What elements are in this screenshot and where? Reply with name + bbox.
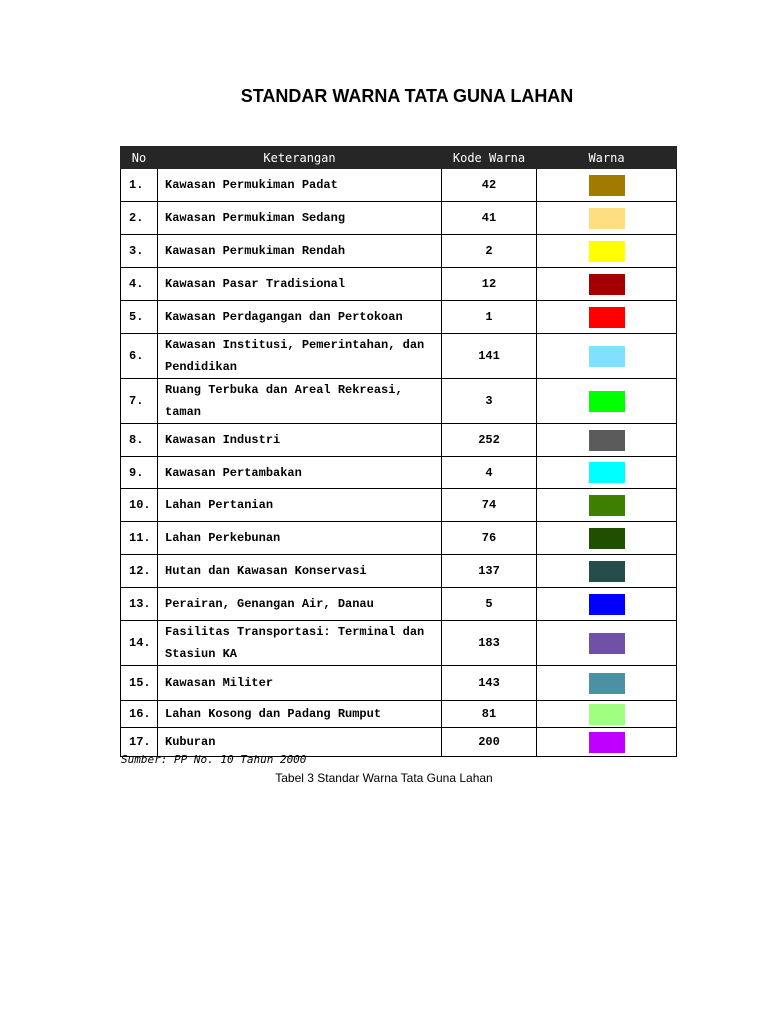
color-swatch xyxy=(589,175,625,196)
row-color-code: 12 xyxy=(442,268,537,301)
table-row xyxy=(121,169,677,202)
row-number: 11. xyxy=(121,522,158,555)
row-number: 5. xyxy=(121,301,158,334)
color-standard-table xyxy=(120,146,677,757)
row-description: Kawasan Permukiman Padat xyxy=(158,169,442,202)
row-color-code: 74 xyxy=(442,489,537,522)
table-row xyxy=(121,489,677,522)
row-color-code: 141 xyxy=(442,334,537,379)
row-description: Ruang Terbuka dan Areal Rekreasi, taman xyxy=(158,379,442,424)
row-description: Lahan Kosong dan Padang Rumput xyxy=(158,701,442,728)
table-row xyxy=(121,666,677,701)
row-description: Lahan Pertanian xyxy=(158,489,442,522)
color-swatch xyxy=(589,430,625,451)
header-warna: Warna xyxy=(537,147,677,169)
header-no: No xyxy=(121,147,158,169)
row-color-code: 137 xyxy=(442,555,537,588)
row-number: 2. xyxy=(121,202,158,235)
table-row xyxy=(121,424,677,457)
row-description: Kawasan Perdagangan dan Pertokoan xyxy=(158,301,442,334)
row-color-code: 183 xyxy=(442,621,537,666)
row-number: 4. xyxy=(121,268,158,301)
table-row xyxy=(121,334,677,379)
table-row xyxy=(121,555,677,588)
color-swatch xyxy=(589,208,625,229)
row-color-code: 81 xyxy=(442,701,537,728)
row-number: 17. xyxy=(121,728,158,757)
row-color-code: 1 xyxy=(442,301,537,334)
row-color-code: 4 xyxy=(442,457,537,489)
row-color-code: 5 xyxy=(442,588,537,621)
source-note: Sumber: PP No. 10 Tahun 2000 xyxy=(121,753,307,766)
row-color-code: 76 xyxy=(442,522,537,555)
row-number: 3. xyxy=(121,235,158,268)
row-number: 16. xyxy=(121,701,158,728)
color-swatch xyxy=(589,673,625,694)
row-description: Perairan, Genangan Air, Danau xyxy=(158,588,442,621)
row-description: Kuburan xyxy=(158,728,442,757)
row-description: Kawasan Industri xyxy=(158,424,442,457)
row-description: Kawasan Institusi, Pemerintahan, dan Pendidikan xyxy=(158,334,442,379)
table-row xyxy=(121,202,677,235)
row-number: 1. xyxy=(121,169,158,202)
row-color-code: 41 xyxy=(442,202,537,235)
row-color-code: 143 xyxy=(442,666,537,701)
table-row xyxy=(121,379,677,424)
color-swatch xyxy=(589,462,625,483)
row-number: 10. xyxy=(121,489,158,522)
row-color-code: 2 xyxy=(442,235,537,268)
row-number: 6. xyxy=(121,334,158,379)
row-description: Kawasan Pasar Tradisional xyxy=(158,268,442,301)
row-number: 14. xyxy=(121,621,158,666)
color-swatch xyxy=(589,346,625,367)
color-swatch xyxy=(589,241,625,262)
row-description: Kawasan Permukiman Rendah xyxy=(158,235,442,268)
row-description: Hutan dan Kawasan Konservasi xyxy=(158,555,442,588)
table-row xyxy=(121,301,677,334)
row-color-code: 3 xyxy=(442,379,537,424)
row-number: 15. xyxy=(121,666,158,701)
color-swatch xyxy=(589,391,625,412)
header-kode-warna: Kode Warna xyxy=(442,147,537,169)
color-swatch xyxy=(589,307,625,328)
row-number: 12. xyxy=(121,555,158,588)
table-row xyxy=(121,522,677,555)
color-swatch xyxy=(589,594,625,615)
color-swatch xyxy=(589,528,625,549)
table-row xyxy=(121,621,677,666)
table-row xyxy=(121,235,677,268)
color-swatch xyxy=(589,495,625,516)
color-swatch xyxy=(589,633,625,654)
row-description: Fasilitas Transportasi: Terminal dan Stasiun KA xyxy=(158,621,442,666)
row-color-code: 42 xyxy=(442,169,537,202)
color-swatch xyxy=(589,732,625,753)
row-number: 7. xyxy=(121,379,158,424)
table-row xyxy=(121,268,677,301)
page-title: STANDAR WARNA TATA GUNA LAHAN xyxy=(240,86,574,106)
table-row xyxy=(121,701,677,728)
row-description: Kawasan Militer xyxy=(158,666,442,701)
row-description: Kawasan Pertambakan xyxy=(158,457,442,489)
table-row xyxy=(121,457,677,489)
color-swatch xyxy=(589,704,625,725)
row-color-code: 200 xyxy=(442,728,537,757)
row-description: Kawasan Permukiman Sedang xyxy=(158,202,442,235)
table-caption: Tabel 3 Standar Warna Tata Guna Lahan xyxy=(275,771,493,785)
row-description: Lahan Perkebunan xyxy=(158,522,442,555)
table-row xyxy=(121,588,677,621)
header-keterangan: Keterangan xyxy=(158,147,442,169)
table-header-row xyxy=(121,147,677,169)
color-swatch xyxy=(589,561,625,582)
color-swatch xyxy=(589,274,625,295)
row-number: 8. xyxy=(121,424,158,457)
row-color-code: 252 xyxy=(442,424,537,457)
row-number: 9. xyxy=(121,457,158,489)
row-number: 13. xyxy=(121,588,158,621)
